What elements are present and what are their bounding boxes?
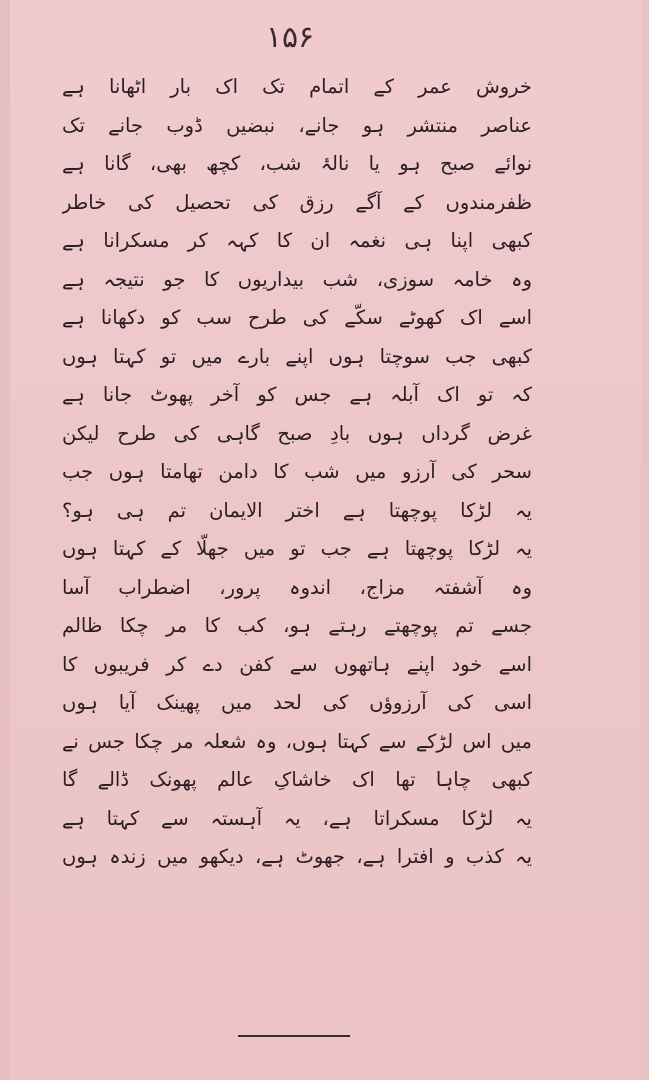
poem-line: غرض گرداں ہوں بادِ صبح گاہی کی طرح لیکن [62, 421, 532, 445]
page-left-edge [0, 0, 10, 1080]
page-right-edge [641, 0, 649, 1080]
poem-line: نوائے صبح ہو یا نالۂ شب، کچھ بھی، گانا ہے [62, 152, 532, 175]
poem-line: یہ کذب و افترا ہے، جھوٹ ہے، دیکھو میں زندہ ہوں [62, 845, 532, 868]
poem-line: سحر کی آرزو میں شب کا دامن تھامتا ہوں جب [62, 460, 532, 483]
poem-line: خروش عمر کے اتمام تک اک بار اٹھانا ہے [62, 75, 532, 98]
poem-line: وہ آشفتہ مزاج، اندوہ پرور، اضطراب آسا [62, 575, 532, 599]
page-number: ۱۵۶ [265, 20, 315, 55]
poem-line: کبھی جب سوچتا ہوں اپنے بارے میں تو کہتا ہوں [62, 344, 532, 368]
poem-line: وہ خامہ سوزی، شب بیداریوں کا جو نتیجہ ہے [62, 267, 532, 291]
poem-line: یہ لڑکا پوچھتا ہے جب تو میں جھلّا کے کہتا ہوں [62, 537, 532, 560]
poem-line: اسے اک کھوٹے سکّے کی طرح سب کو دکھانا ہے [62, 306, 532, 329]
poem-line: کبھی اپنا ہی نغمہ ان کا کہہ کر مسکرانا ہے [62, 229, 532, 252]
poem-line: کبھی چاہا تھا اک خاشاکِ عالم پھونک ڈالے گا [62, 768, 532, 791]
end-rule-divider [238, 1035, 350, 1037]
poem-text [62, 68, 532, 877]
poem-line: عناصر منتشر ہو جانے، نبضیں ڈوب جانے تک [62, 113, 532, 137]
poem-line: یہ لڑکا پوچھتا ہے اختر الایمان تم ہی ہو؟ [62, 498, 532, 522]
poem-line: اسی کی آرزوؤں کی لحد میں پھینک آیا ہوں [62, 691, 532, 714]
poem-line: ظفرمندوں کے آگے رزق کی تحصیل کی خاطر [62, 190, 532, 214]
poem-line: یہ لڑکا مسکراتا ہے، یہ آہستہ سے کہتا ہے [62, 806, 532, 830]
poem-line: میں اس لڑکے سے کہتا ہوں، وہ شعلہ مر چکا جس نے [62, 729, 532, 753]
poem-line: اسے خود اپنے ہاتھوں سے کفن دے کر فریبوں کا [62, 652, 532, 676]
poem-line: کہ تو اک آبلہ ہے جس کو آخر پھوٹ جانا ہے [62, 383, 532, 406]
poem-line: جسے تم پوچھتے رہتے ہو، کب کا مر چکا ظالم [62, 614, 532, 637]
